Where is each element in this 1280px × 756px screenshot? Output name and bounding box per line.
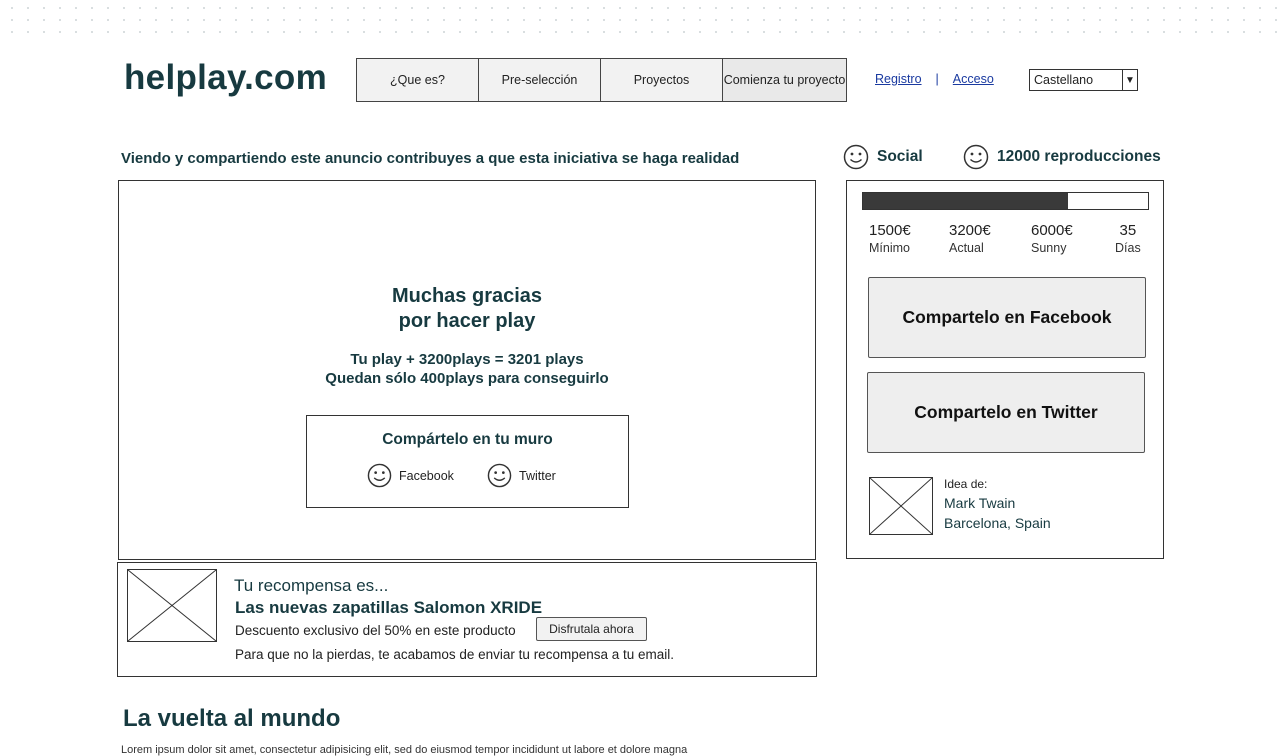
social-stat [843, 144, 923, 170]
share-box [306, 415, 629, 508]
smiley-icon [843, 144, 869, 170]
reward-note: Para que no la pierdas, te acabamos de enviar tu recompensa a tu email. [235, 647, 675, 662]
login-link[interactable]: Acceso [952, 72, 994, 86]
nav-tab-preseleccion[interactable]: Pre-selección [479, 59, 601, 101]
reward-image-placeholder [127, 569, 217, 642]
metric-value: 35 [1119, 222, 1137, 239]
metric-minimo [869, 222, 911, 255]
share-twitter[interactable] [487, 463, 556, 488]
metric-value: 6000€ [1031, 222, 1073, 239]
share-facebook[interactable] [367, 463, 454, 488]
thanks-line-1: Muchas gracias [391, 285, 543, 307]
auth-links [875, 72, 994, 86]
section-title: La vuelta al mundo [123, 705, 341, 732]
metric-sunny [1031, 222, 1073, 255]
language-select[interactable] [1029, 69, 1138, 91]
share-twitter-label: Twitter [519, 468, 556, 483]
nav-tab-que-es[interactable]: ¿Que es? [357, 59, 479, 101]
share-title: Compártelo en tu muro [382, 431, 553, 448]
idea-label: Idea de: [944, 477, 988, 491]
metric-value: 3200€ [949, 222, 991, 239]
register-link[interactable]: Registro [875, 72, 922, 86]
smiley-icon [487, 463, 512, 488]
share-twitter-button[interactable]: Compartelo en Twitter [867, 372, 1145, 453]
social-label: Social [877, 148, 923, 165]
dropdown-arrow-icon[interactable]: ▼ [1122, 70, 1137, 90]
author-location: Barcelona, Spain [944, 515, 1051, 531]
nav-tab-comienza[interactable]: Comienza tu proyecto [723, 59, 846, 101]
smiley-icon [367, 463, 392, 488]
author-name[interactable]: Mark Twain [944, 495, 1016, 511]
plays-line-1: Tu play + 3200plays = 3201 plays [350, 351, 584, 368]
main-nav [356, 58, 847, 102]
video-panel[interactable] [118, 180, 816, 560]
share-facebook-label: Facebook [399, 468, 454, 483]
funding-progress-fill [863, 193, 1068, 209]
metric-label: Actual [949, 241, 984, 255]
author-image-placeholder [869, 477, 933, 535]
metric-dias [1115, 222, 1141, 255]
enjoy-now-button[interactable]: Disfrutala ahora [536, 617, 647, 641]
thanks-message [119, 284, 815, 334]
tagline: Viendo y compartiendo este anuncio contribuyes a que esta iniciativa se haga realidad [121, 150, 740, 167]
smiley-icon [963, 144, 989, 170]
plays-line-2: Quedan sólo 400plays para conseguirlo [325, 370, 609, 387]
plays-stat [963, 144, 1161, 170]
reward-product: Las nuevas zapatillas Salomon XRIDE [235, 598, 543, 617]
metric-value: 1500€ [869, 222, 911, 239]
thanks-line-2: por hacer play [398, 310, 536, 332]
reward-panel [117, 562, 817, 677]
plays-message [119, 350, 815, 388]
idea-author [944, 477, 1051, 533]
reward-discount: Descuento exclusivo del 50% en este producto [235, 623, 516, 638]
auth-separator: | [935, 72, 939, 86]
funding-panel [846, 180, 1164, 559]
plays-count: 12000 reproducciones [997, 148, 1161, 165]
dotted-header-pattern [0, 0, 1280, 34]
metric-actual [949, 222, 991, 255]
reward-intro: Tu recompensa es... [234, 576, 389, 595]
funding-progress-bar [862, 192, 1149, 210]
share-facebook-button[interactable]: Compartelo en Facebook [868, 277, 1146, 358]
metric-label: Sunny [1031, 241, 1067, 255]
language-selected: Castellano [1034, 73, 1094, 87]
metric-label: Mínimo [869, 241, 910, 255]
section-body: Lorem ipsum dolor sit amet, consectetur adipisicing elit, sed do eiusmod tempor incididunt ut labore et dolore magna [121, 744, 688, 756]
nav-tab-proyectos[interactable]: Proyectos [601, 59, 723, 101]
metric-label: Días [1115, 241, 1141, 255]
site-logo[interactable]: helplay.com [124, 58, 327, 97]
